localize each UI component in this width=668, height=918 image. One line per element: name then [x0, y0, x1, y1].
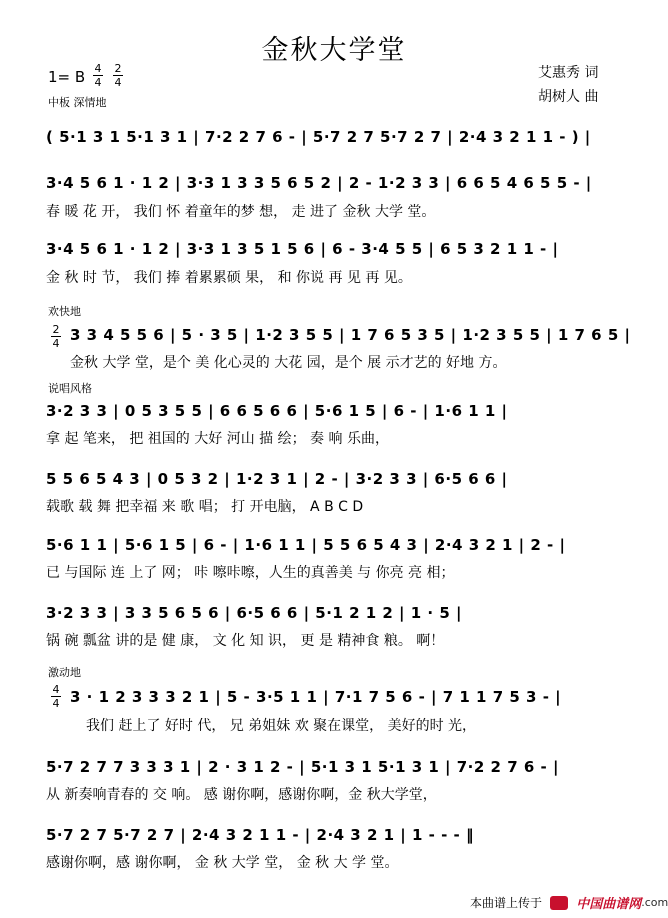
footer-watermark	[470, 892, 668, 912]
notation-line-6: 5 5 6 5 4 3 | 0 5 3 2 | 1·2 3 1 | 2 - | 3·2 3 3 | 6·5 6 6 |	[46, 470, 508, 488]
time-signature-line7-denominator: 4	[52, 697, 60, 710]
time-signature-line7-numerator: 4	[52, 683, 60, 696]
notation-line-4: 3 3 4 5 5 6 | 5 · 3 5 | 1·2 3 5 5 | 1 7 6 5 3 5 | 1·2 3 5 5 | 1 7 6 5 |	[70, 326, 631, 344]
tempo-cue-rap: 说唱风格	[48, 382, 92, 395]
composer-credit: 胡树人 曲	[538, 89, 599, 105]
tempo-cue-lively: 欢快地	[48, 305, 81, 318]
notation-line-9: 3 · 1 2 3 3 3 2 1 | 5 - 3·5 1 1 | 7·1 7 5 6 - | 7 1 1 7 5 3 - |	[70, 688, 562, 706]
tempo-marking: 中板 深情地	[48, 96, 107, 109]
footer-upload-text: 本曲谱上传于	[470, 896, 543, 910]
time-signature-2-denominator: 4	[114, 76, 122, 89]
time-signature-1-numerator: 4	[94, 62, 102, 75]
lyric-line-9: 我们 赶上了 好时 代， 兄 弟姐妹 欢 聚在课堂， 美好的时 光，	[86, 718, 477, 734]
lyric-line-6: 载歌 载 舞 把幸福 来 歌 唱； 打 开电脑， A B C D	[46, 499, 364, 515]
notation-line-7: 5·6 1 1 | 5·6 1 5 | 6 - | 1·6 1 1 | 5 5 6 5 4 3 | 2·4 3 2 1 | 2 - |	[46, 536, 566, 554]
time-signature-line3-numerator: 2	[52, 323, 60, 336]
lyric-line-7: 已 与国际 连 上了 网； 咔 嚓咔嚓，人生的真善美 与 你亮 亮 相；	[46, 565, 455, 581]
tempo-cue-excited: 激动地	[48, 666, 81, 679]
time-signature-2-numerator: 2	[114, 62, 122, 75]
lyricist-credit: 艾惠秀 词	[538, 65, 599, 81]
notation-line-11: 5·7 2 7 5·7 2 7 | 2·4 3 2 1 1 - | 2·4 3 2 1 | 1 - - - ‖	[46, 826, 474, 844]
time-signature-line3-denominator: 4	[52, 337, 60, 350]
lyric-line-3: 金 秋 时 节， 我们 捧 着累累硕 果， 和 你说 再 见 再 见。	[46, 270, 412, 286]
time-signature-1-denominator: 4	[94, 76, 102, 89]
lyric-line-4: 金秋 大学 堂，是个 美 化心灵的 大花 园，是个 展 示才艺的 好地 方。	[70, 355, 507, 371]
lyric-line-10: 从 新奏响青春的 交 响。 感 谢你啊，感谢你啊，金 秋大学堂，	[46, 787, 437, 803]
notation-line-10: 5·7 2 7 7 3 3 3 1 | 2 · 3 1 2 - | 5·1 3 1 5·1 3 1 | 7·2 2 7 6 - |	[46, 758, 559, 776]
lyric-line-11: 感谢你啊，感 谢你啊， 金 秋 大学 堂， 金 秋 大 学 堂。	[46, 855, 399, 871]
notation-line-8: 3·2 3 3 | 3 3 5 6 5 6 | 6·5 6 6 | 5·1 2 1 2 | 1 · 5 |	[46, 604, 462, 622]
lyric-line-2: 春 暖 花 开， 我们 怀 着童年的梦 想， 走 进了 金秋 大学 堂。	[46, 204, 436, 220]
notation-line-2: 3·4 5 6 1 · 1 2 | 3·3 1 3 3 5 6 5 2 | 2 - 1·2 3 3 | 6 6 5 4 6 5 5 - |	[46, 174, 592, 192]
site-logo-icon	[550, 896, 568, 910]
site-brand-tail: .com	[641, 896, 668, 909]
notation-line-5: 3·2 3 3 | 0 5 3 5 5 | 6 6 5 6 6 | 5·6 1 5 | 6 - | 1·6 1 1 |	[46, 402, 508, 420]
song-title: 金秋大学堂	[261, 35, 407, 66]
lyric-line-8: 锅 碗 瓢盆 讲的是 健 康， 文 化 知 识， 更 是 精神食 粮。 啊！	[46, 633, 445, 649]
notation-line-1: ( 5·1 3 1 5·1 3 1 | 7·2 2 7 6 - | 5·7 2 7 5·7 2 7 | 2·4 3 2 1 1 - ) |	[46, 128, 591, 146]
notation-line-3: 3·4 5 6 1 · 1 2 | 3·3 1 3 5 1 5 6 | 6 - 3·4 5 5 | 6 5 3 2 1 1 - |	[46, 240, 559, 258]
lyric-line-5: 拿 起 笔来， 把 祖国的 大好 河山 描 绘； 奏 响 乐曲，	[46, 431, 389, 447]
key-signature: 1= B	[48, 68, 86, 86]
site-brand-name: 中国曲谱网	[576, 897, 642, 912]
